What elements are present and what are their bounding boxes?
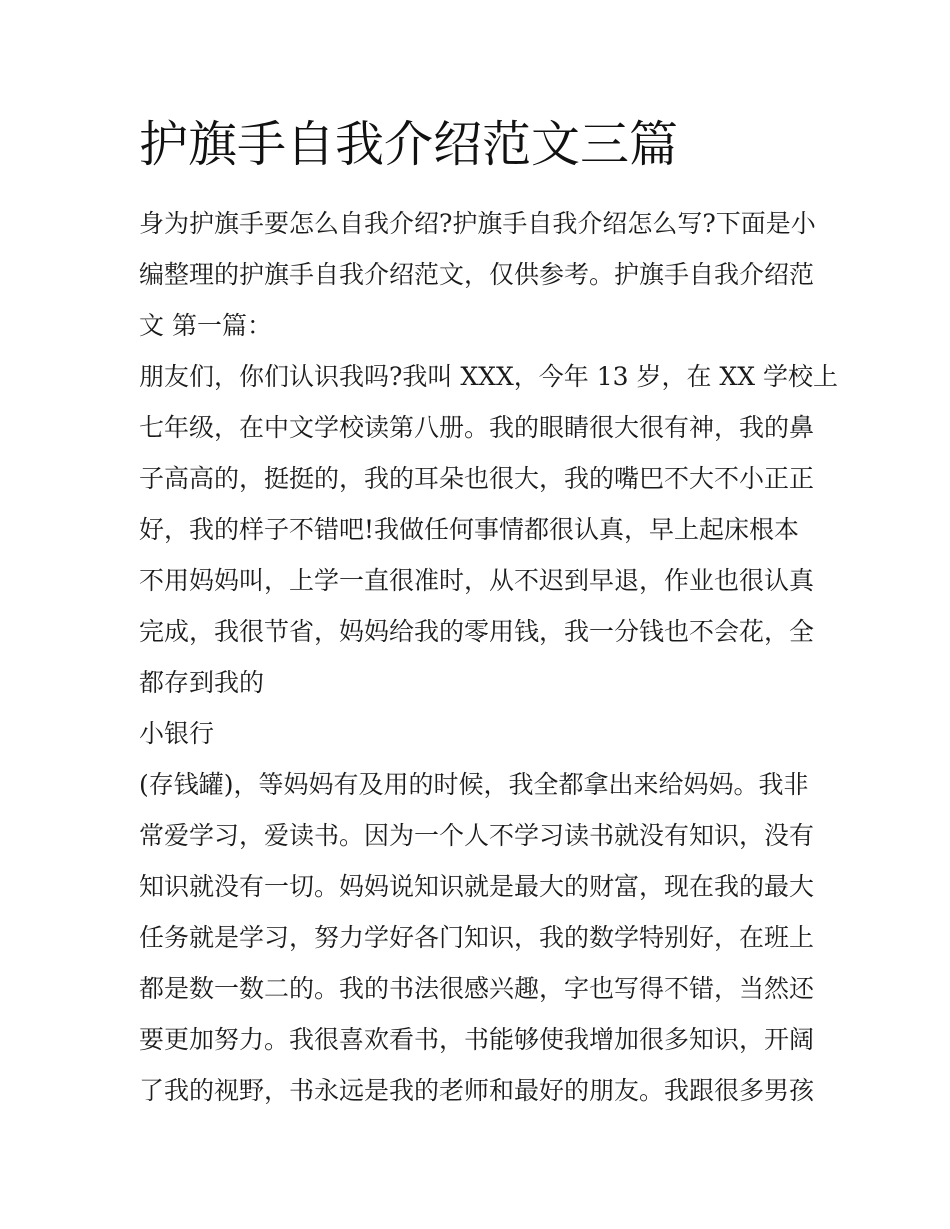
- body-line: 小银行: [139, 719, 215, 748]
- body-line: 要更加努力。我很喜欢看书，书能够使我增加很多知识，开阔: [139, 1025, 815, 1054]
- document-body: [139, 198, 838, 1116]
- body-line: 文 第一篇：: [139, 311, 272, 340]
- body-line: 身为护旗手要怎么自我介绍?护旗手自我介绍怎么写?下面是小: [139, 209, 816, 238]
- body-line: 编整理的护旗手自我介绍范文，仅供参考。护旗手自我介绍范: [139, 260, 815, 289]
- body-line: 子高高的，挺挺的，我的耳朵也很大，我的嘴巴不大不小正正: [139, 464, 815, 493]
- body-line: 任务就是学习，努力学好各门知识，我的数学特别好，在班上: [139, 923, 815, 952]
- body-line: 七年级，在中文学校读第八册。我的眼睛很大很有神，我的鼻: [139, 413, 815, 442]
- body-line: 都存到我的: [139, 668, 265, 697]
- body-line: 好，我的样子不错吧!我做任何事情都很认真，早上起床根本: [139, 515, 800, 544]
- body-line: 知识就没有一切。妈妈说知识就是最大的财富，现在我的最大: [139, 872, 815, 901]
- body-line: 朋友们，你们认识我吗?我叫 XXX，今年 13 岁，在 XX 学校上: [139, 362, 838, 391]
- body-line: 都是数一数二的。我的书法很感兴趣，字也写得不错，当然还: [139, 974, 815, 1003]
- body-line: (存钱罐)，等妈妈有及用的时候，我全都拿出来给妈妈。我非: [139, 770, 809, 799]
- body-line: 常爱学习，爱读书。因为一个人不学习读书就没有知识，没有: [139, 821, 815, 850]
- body-line: 了我的视野，书永远是我的老师和最好的朋友。我跟很多男孩: [139, 1076, 815, 1105]
- document-title: 护旗手自我介绍范文三篇: [139, 116, 679, 173]
- body-line: 不用妈妈叫，上学一直很准时，从不迟到早退，作业也很认真: [139, 566, 815, 595]
- body-line: 完成，我很节省，妈妈给我的零用钱，我一分钱也不会花，全: [139, 617, 815, 646]
